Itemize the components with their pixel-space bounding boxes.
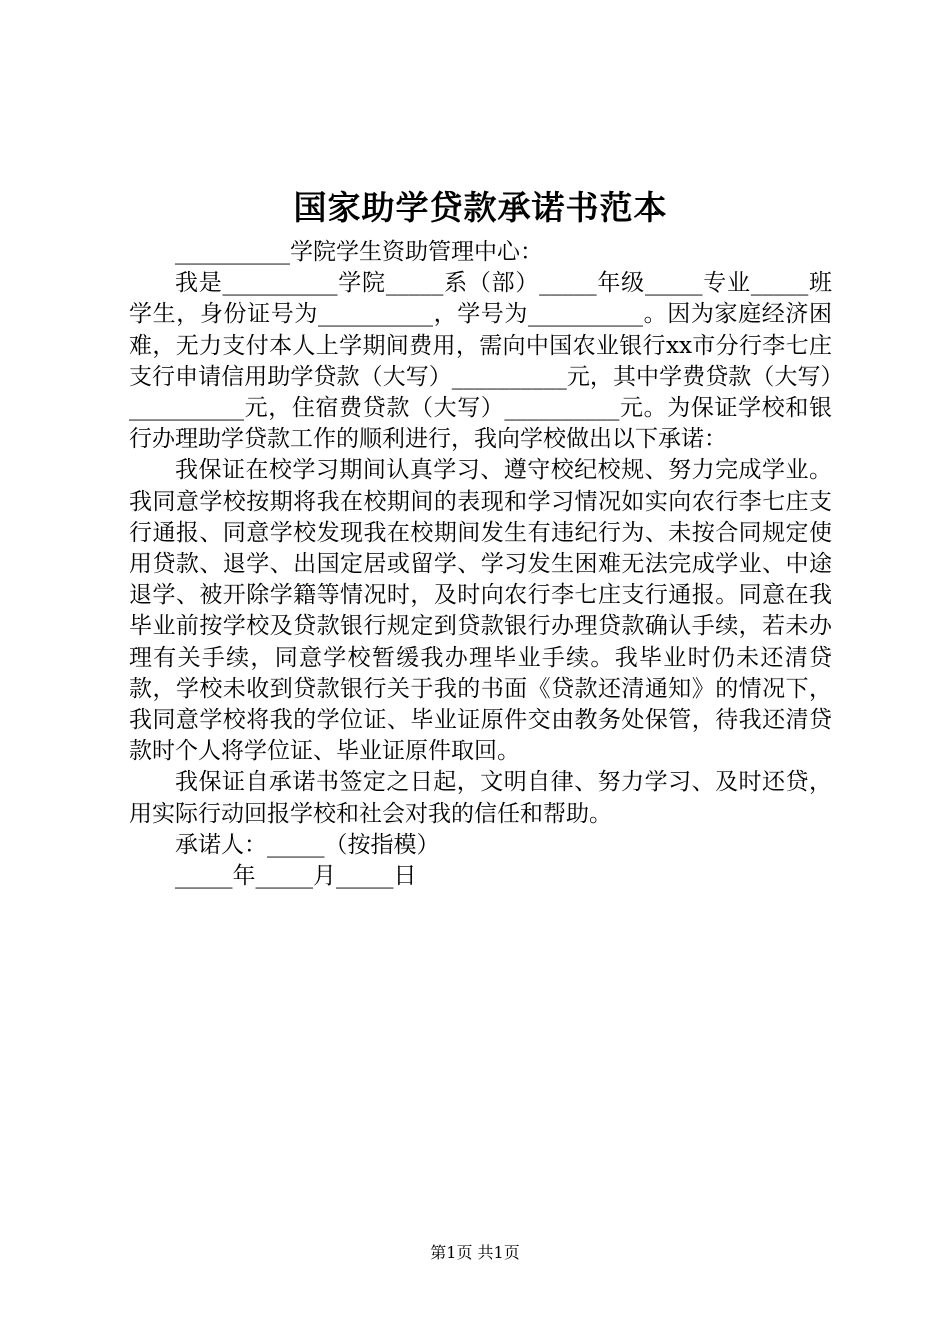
page-footer: 第1页 共1页 xyxy=(430,1243,520,1262)
guarantee-paragraph: 我保证自承诺书签定之日起，文明自律、努力学习、及时还贷，用实际行动回报学校和社会对我的信任和帮助。 xyxy=(129,769,832,827)
signatory-line: 承诺人：_____（按指模） xyxy=(175,831,440,858)
document-page xyxy=(129,0,832,1344)
document-body xyxy=(129,237,832,892)
commitment-paragraph: 我保证在校学习期间认真学习、遵守校纪校规、努力完成学业。我同意学校按期将我在校期间的表现和学习情况如实向农行李七庄支行通报、同意学校发现我在校期间发生有违纪行为、未按合同规定使用贷款、退学、出国定居或留学、学习发生困难无法完成学业、中途退学、被开除学籍等情况时，及时向农行李七庄支行通报。同意在我毕业前按学校及贷款银行规定到贷款银行办理贷款确认手续，若未办理有关手续，同意学校暂缓我办理毕业手续。我毕业时仍未还清贷款，学校未收到贷款银行关于我的书面《贷款还清通知》的情况下，我同意学校将我的学位证、毕业证原件交由教务处保管，待我还清贷款时个人将学位证、毕业证原件取回。 xyxy=(129,457,832,765)
date-line: _____年_____月_____日 xyxy=(175,863,417,890)
addressee-line: __________学院学生资助管理中心： xyxy=(175,239,543,265)
document-title: 国家助学贷款承诺书范本 xyxy=(293,188,668,227)
applicant-paragraph: 我是__________学院_____系（部）_____年级_____专业_____班学生，身份证号为__________，学号为__________。因为家庭经济困难，无力支付本人上学期间费用，需向中国农业银行xx市分行李七庄支行申请信用助学贷款（大写）__________元，其中学费贷款（大写）__________元，住宿费贷款（大写）__________元。为保证学校和银行办理助学贷款工作的顺利进行，我向学校做出以下承诺： xyxy=(129,270,832,453)
